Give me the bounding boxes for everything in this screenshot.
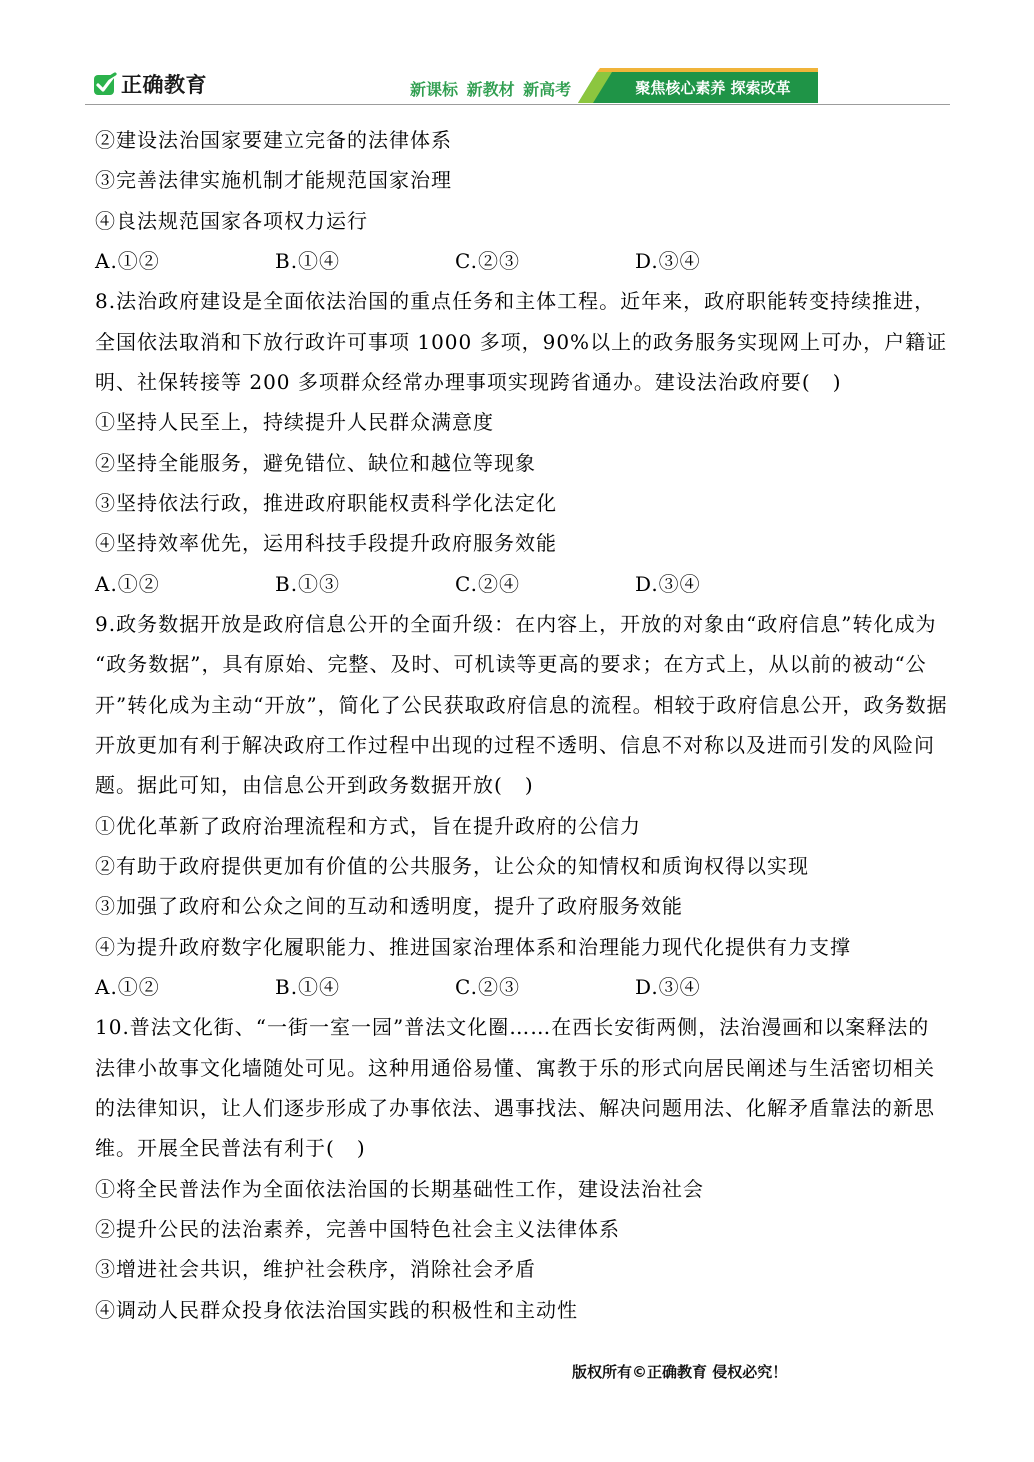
q7-option-b: B.①④	[275, 248, 341, 273]
q9-statement-1: ①优化革新了政府治理流程和方式，旨在提升政府的公信力	[95, 813, 641, 838]
header-tagline: 新课标 新教材 新高考	[410, 80, 572, 99]
q10-stem-line: 的法律知识，让人们逐步形成了办事依法、遇事找法、解决问题用法、化解矛盾靠法的新思	[95, 1095, 935, 1120]
q8-option-c: C.②④	[455, 571, 520, 596]
q9-option-a: A.①②	[95, 974, 160, 999]
q8-statement-4: ④坚持效率优先，运用科技手段提升政府服务效能	[95, 531, 557, 556]
q10-statement-2: ②提升公民的法治素养，完善中国特色社会主义法律体系	[95, 1216, 620, 1241]
q8-option-a: A.①②	[95, 571, 160, 596]
q9-option-c: C.②③	[455, 974, 520, 999]
q9-option-d: D.③④	[635, 974, 701, 999]
q7-statement-3: ③完善法律实施机制才能规范国家治理	[95, 168, 452, 193]
q7-option-c: C.②③	[455, 248, 520, 273]
brand-name: 正确教育	[121, 73, 207, 97]
brand-logo	[93, 69, 207, 99]
q8-option-d: D.③④	[635, 571, 701, 596]
q8-stem-line: 8.法治政府建设是全面依法治国的重点任务和主体工程。近年来，政府职能转变持续推进，	[95, 289, 936, 314]
q7-option-a: A.①②	[95, 248, 160, 273]
q9-option-b: B.①④	[275, 974, 341, 999]
q7-statement-4: ④良法规范国家各项权力运行	[95, 208, 368, 233]
q10-statement-3: ③增进社会共识，维护社会秩序，消除社会矛盾	[95, 1257, 536, 1282]
q8-option-b: B.①③	[275, 571, 341, 596]
q10-statement-4: ④调动人民群众投身依法治国实践的积极性和主动性	[95, 1297, 578, 1322]
q9-statement-3: ③加强了政府和公众之间的互动和透明度，提升了政府服务效能	[95, 894, 683, 919]
q8-statement-3: ③坚持依法行政，推进政府职能权责科学化法定化	[95, 490, 557, 515]
header-banner	[578, 68, 818, 104]
q8-statement-2: ②坚持全能服务，避免错位、缺位和越位等现象	[95, 450, 536, 475]
q8-stem-line: 全国依法取消和下放行政许可事项 1000 多项，90%以上的政务服务实现网上可办，户籍证	[95, 329, 948, 354]
q10-stem-line: 法律小故事文化墙随处可见。这种用通俗易懂、寓教于乐的形式向居民阐述与生活密切相关	[95, 1055, 935, 1080]
q10-statement-1: ①将全民普法作为全面依法治国的长期基础性工作，建设法治社会	[95, 1176, 704, 1201]
header-divider	[85, 104, 950, 105]
question-content	[95, 120, 995, 1330]
q9-stem-line: “政务数据”，具有原始、完整、及时、可机读等更高的要求；在方式上，从以前的被动“公	[95, 652, 927, 677]
q7-statement-2: ②建设法治国家要建立完备的法律体系	[95, 128, 452, 152]
q9-statement-2: ②有助于政府提供更加有价值的公共服务，让公众的知情权和质询权得以实现	[95, 853, 809, 878]
q9-stem-line: 9.政务数据开放是政府信息公开的全面升级：在内容上，开放的对象由“政府信息”转化成为	[95, 611, 937, 636]
check-square-icon	[93, 72, 117, 96]
banner-text: 聚焦核心素养 探索改革	[635, 79, 791, 97]
q7-option-d: D.③④	[635, 248, 701, 273]
q9-options	[95, 967, 995, 1007]
q9-stem-line: 题。据此可知，由信息公开到政务数据开放( )	[95, 773, 534, 798]
q10-stem-line: 维。开展全民普法有利于( )	[95, 1136, 366, 1161]
q9-statement-4: ④为提升政府数字化履职能力、推进国家治理体系和治理能力现代化提供有力支撑	[95, 934, 851, 959]
q8-statement-1: ①坚持人民至上，持续提升人民群众满意度	[95, 410, 494, 435]
q9-stem-line: 开放更加有利于解决政府工作过程中出现的过程不透明、信息不对称以及进而引发的风险问	[95, 732, 935, 757]
q8-options	[95, 564, 995, 604]
copyright-footer: 版权所有©正确教育 侵权必究！	[572, 1363, 788, 1381]
q10-stem-line: 10.普法文化街、“一街一室一园”普法文化圈……在西长安街两侧，法治漫画和以案释法的	[95, 1015, 930, 1040]
q7-options	[95, 241, 995, 281]
q9-stem-line: 开”转化成为主动“开放”，简化了公民获取政府信息的流程。相较于政府信息公开，政务数据	[95, 692, 948, 717]
q8-stem-line: 明、社保转接等 200 多项群众经常办理事项实现跨省通办。建设法治政府要( )	[95, 369, 842, 394]
